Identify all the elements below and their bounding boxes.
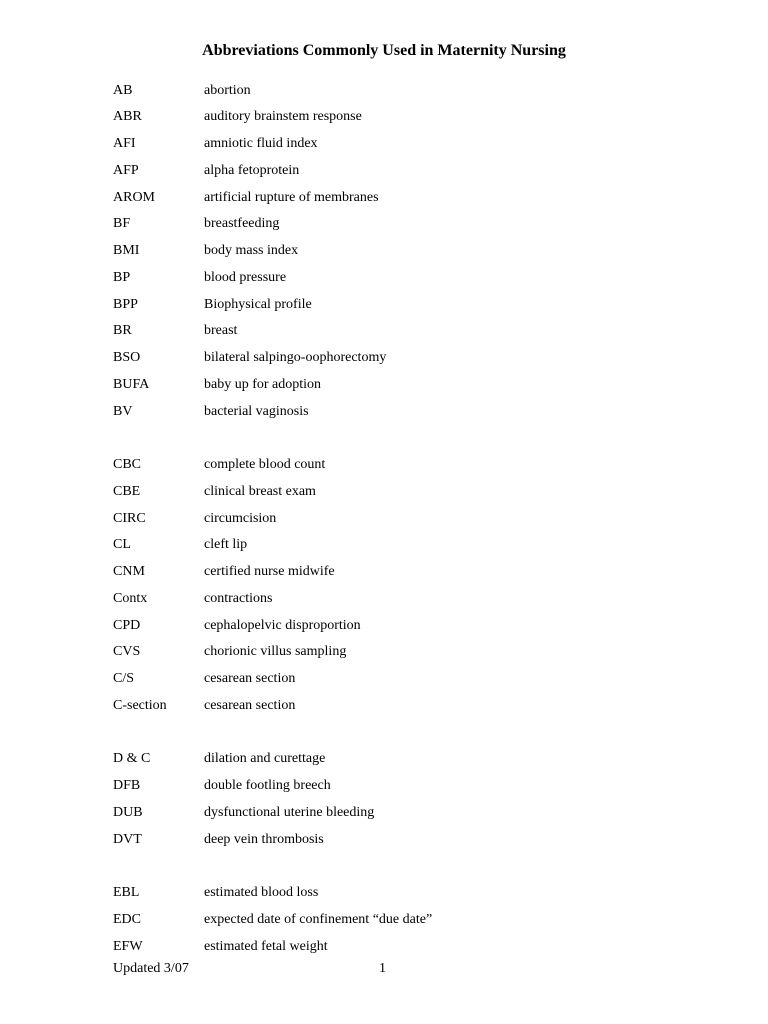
abbreviation: BMI <box>113 243 140 259</box>
abbreviation-row <box>113 746 733 773</box>
abbreviation: BF <box>113 216 131 232</box>
abbreviation-meaning: baby up for adoption <box>204 376 322 392</box>
abbreviation-group <box>113 452 733 720</box>
abbreviation-meaning: dilation and curettage <box>204 751 326 767</box>
abbreviation-row <box>113 479 733 506</box>
abbreviation-meaning: auditory brainstem response <box>204 109 362 125</box>
abbreviation-meaning: deep vein thrombosis <box>204 831 324 847</box>
abbreviation-row <box>113 211 733 238</box>
abbreviation-meaning: expected date of confinement “due date” <box>204 911 433 927</box>
abbreviation-row <box>113 827 733 854</box>
abbreviation: BR <box>113 323 132 339</box>
abbreviation-row <box>113 506 733 533</box>
abbreviation: AROM <box>113 189 156 205</box>
abbreviation: CBC <box>113 457 142 473</box>
abbreviation: CL <box>113 537 131 553</box>
abbreviation-meaning: cesarean section <box>204 671 296 687</box>
abbreviation-meaning: breastfeeding <box>204 216 280 232</box>
abbreviation-row <box>113 158 733 185</box>
abbreviation-meaning: estimated blood loss <box>204 885 319 901</box>
abbreviation-row <box>113 185 733 212</box>
abbreviation-row <box>113 586 733 613</box>
abbreviation-row <box>113 639 733 666</box>
abbreviation-row <box>113 907 733 934</box>
abbreviation-meaning: cleft lip <box>204 537 248 553</box>
abbreviation: CNM <box>113 564 145 580</box>
abbreviation-row <box>113 318 733 345</box>
abbreviation-row <box>113 372 733 399</box>
abbreviation: BUFA <box>113 376 150 392</box>
abbreviation-meaning: abortion <box>204 82 251 98</box>
abbreviation-row <box>113 666 733 693</box>
abbreviation: AB <box>113 82 133 98</box>
abbreviation-meaning: cephalopelvic disproportion <box>204 617 361 633</box>
abbreviation-meaning: bacterial vaginosis <box>204 403 309 419</box>
abbreviation-row <box>113 613 733 640</box>
abbreviation-group <box>113 880 733 960</box>
abbreviation-row <box>113 292 733 319</box>
abbreviation-meaning: dysfunctional uterine bleeding <box>204 804 375 820</box>
abbreviation: BSO <box>113 350 141 366</box>
abbreviation-meaning: estimated fetal weight <box>204 938 328 954</box>
abbreviation-row <box>113 773 733 800</box>
abbreviation-meaning: clinical breast exam <box>204 483 316 499</box>
abbreviation: DFB <box>113 778 141 794</box>
abbreviation: DVT <box>113 831 142 847</box>
abbreviation-row <box>113 934 733 961</box>
abbreviation-row <box>113 131 733 158</box>
abbreviation-row <box>113 452 733 479</box>
abbreviation: CVS <box>113 644 141 660</box>
abbreviation: EBL <box>113 885 140 901</box>
abbreviation: DUB <box>113 804 143 820</box>
abbreviation-group <box>113 746 733 853</box>
abbreviation: BPP <box>113 296 138 312</box>
abbreviation: AFP <box>113 162 139 178</box>
abbreviation-row <box>113 399 733 426</box>
abbreviation-row <box>113 265 733 292</box>
abbreviation-row <box>113 532 733 559</box>
abbreviation-row <box>113 693 733 720</box>
abbreviation-row <box>113 559 733 586</box>
abbreviation-meaning: body mass index <box>204 243 299 259</box>
abbreviation-group <box>113 78 733 426</box>
abbreviation-row <box>113 238 733 265</box>
abbreviation-row <box>113 78 733 105</box>
abbreviation-row <box>113 800 733 827</box>
abbreviation: C-section <box>113 697 167 713</box>
abbreviation: Contx <box>113 590 148 606</box>
abbreviation-meaning: breast <box>204 323 238 339</box>
abbreviation-meaning: cesarean section <box>204 697 296 713</box>
abbreviation: D & C <box>113 751 151 767</box>
page-number: 1 <box>379 961 386 976</box>
abbreviation-meaning: chorionic villus sampling <box>204 644 347 660</box>
abbreviation-row <box>113 345 733 372</box>
abbreviation-meaning: artificial rupture of membranes <box>204 189 379 205</box>
abbreviation-meaning: blood pressure <box>204 269 287 285</box>
abbreviation: EDC <box>113 911 141 927</box>
page-title: Abbreviations Commonly Used in Maternity Nursing <box>202 42 566 59</box>
abbreviation: C/S <box>113 671 135 687</box>
abbreviation: AFI <box>113 136 136 152</box>
abbreviation-meaning: circumcision <box>204 510 277 526</box>
abbreviation-meaning: alpha fetoprotein <box>204 162 300 178</box>
footer-updated: Updated 3/07 <box>113 961 189 976</box>
abbreviation-row <box>113 880 733 907</box>
abbreviation-meaning: certified nurse midwife <box>204 564 335 580</box>
abbreviation: CBE <box>113 483 141 499</box>
abbreviation-meaning: amniotic fluid index <box>204 136 318 152</box>
abbreviation-list <box>113 78 733 961</box>
abbreviation-row <box>113 104 733 131</box>
abbreviation-meaning: contractions <box>204 590 273 606</box>
abbreviation: BV <box>113 403 133 419</box>
abbreviation-meaning: complete blood count <box>204 457 326 473</box>
abbreviation-meaning: Biophysical profile <box>204 296 312 312</box>
abbreviation: BP <box>113 269 131 285</box>
abbreviation: ABR <box>113 109 142 125</box>
abbreviation: EFW <box>113 938 143 954</box>
abbreviation: CIRC <box>113 510 146 526</box>
abbreviation-meaning: bilateral salpingo-oophorectomy <box>204 350 387 366</box>
abbreviation: CPD <box>113 617 141 633</box>
abbreviation-meaning: double footling breech <box>204 778 331 794</box>
